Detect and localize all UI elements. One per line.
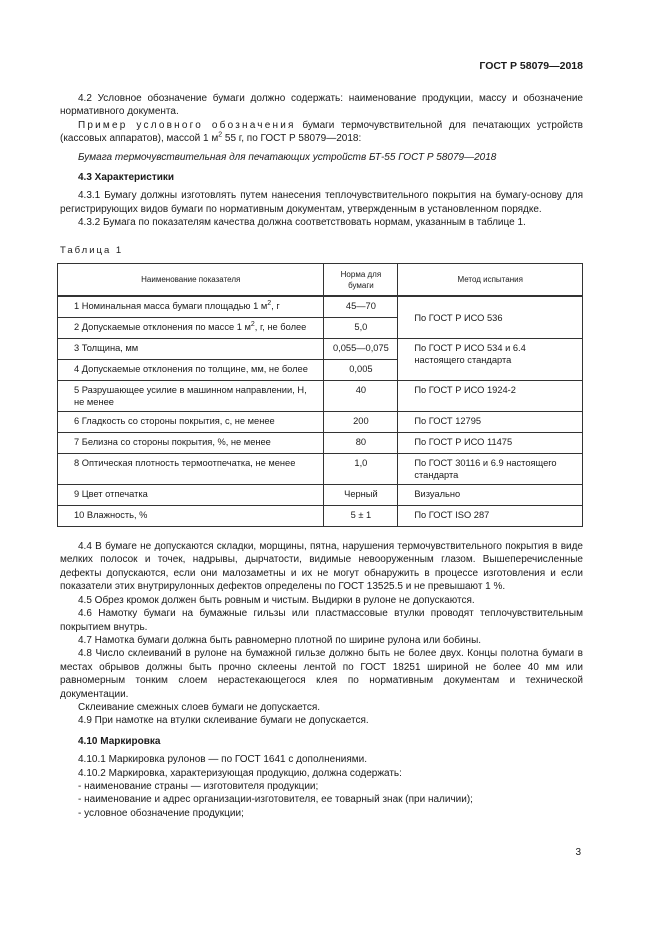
list-item: - наименование страны — изготовителя продукции; — [78, 780, 319, 792]
paragraph-4-9: 4.9 При намотке на втулки склеивание бумаги не допускается. — [78, 715, 369, 727]
table-cell: 1 Номинальная масса бумаги площадью 1 $м^2$, г — [58, 296, 324, 318]
table-cell: 8 Оптическая плотность термоотпечатка, не менее — [58, 454, 324, 485]
table-cell: 45—70 — [324, 296, 398, 318]
table-cell: 7 Белизна со стороны покрытия, %, не менее — [58, 433, 324, 454]
table-row — [58, 433, 583, 454]
table-cell: По ГОСТ Р ИСО 536 — [398, 296, 583, 339]
table-cell: По ГОСТ 12795 — [398, 412, 583, 433]
paragraph-4-8: 4.8 Число склеиваний в рулоне на бумажной гильзе должно быть не более двух. Концы полотна бумаги в местах обрывов должны быть прочно склеены лентой по ГОСТ 18251 шириной не более 40 мм или равномерным тонким слоем нерастекающегося клея по нормативным документам и технической документации. — [60, 648, 583, 700]
table-caption: Таблица 1 — [60, 244, 124, 256]
paragraph-4-10-2: 4.10.2 Маркировка, характеризующая продукцию, должна содержать: — [78, 767, 402, 779]
table-cell: По ГОСТ Р ИСО 1924-2 — [398, 381, 583, 412]
page-number: 3 — [575, 847, 581, 858]
paragraph-4-8-note: Склеивание смежных слоев бумаги не допускается. — [78, 701, 321, 713]
list-item: - наименование и адрес организации-изготовителя, ее товарный знак (при наличии); — [78, 794, 473, 806]
table-cell: 40 — [324, 381, 398, 412]
table-row — [58, 412, 583, 433]
column-header: Наименование показателя — [58, 264, 324, 297]
paragraph-4-3-2: 4.3.2 Бумага по показателям качества должна соответствовать нормам, указанным в таблице 1. — [78, 217, 526, 229]
table-row — [58, 506, 583, 527]
table-cell: 6 Гладкость со стороны покрытия, с, не менее — [58, 412, 324, 433]
table-cell: 9 Цвет отпечатка — [58, 485, 324, 506]
paragraph-4-5: 4.5 Обрез кромок должен быть ровным и чистым. Выдирки в рулоне не допускаются. — [78, 594, 475, 606]
table-row — [58, 485, 583, 506]
table-cell: 1,0 — [324, 454, 398, 485]
document-body — [60, 92, 583, 820]
example-paragraph: Пример условного обозначения бумаги термочувствительной для печатающих устройств (кассовых аппаратов), массой 1 $м^2$ 55 г, по ГОСТ Р 58079—2018: — [60, 119, 583, 145]
paragraph-4-10-1: 4.10.1 Маркировка рулонов — по ГОСТ 1641 с дополнениями. — [78, 754, 367, 766]
table-row — [58, 296, 583, 318]
section-heading-4-3: 4.3 Характеристики — [78, 172, 175, 184]
table-cell: 10 Влажность, % — [58, 506, 324, 527]
example-designation: Бумага термочувствительная для печатающих устройств БТ-55 ГОСТ Р 58079—2018 — [78, 151, 497, 163]
paragraph-4-2: 4.2 Условное обозначение бумаги должно содержать: наименование продукции, массу и обозначение нормативного документа. — [60, 93, 583, 118]
table-cell: Черный — [324, 485, 398, 506]
table-header-row — [58, 264, 583, 297]
characteristics-table — [57, 263, 583, 527]
table-row — [58, 339, 583, 360]
table-cell: По ГОСТ Р ИСО 11475 — [398, 433, 583, 454]
table-cell: 0,005 — [324, 360, 398, 381]
table-cell: По ГОСТ Р ИСО 534 и 6.4 настоящего стандарта — [398, 339, 583, 381]
table-cell: 2 Допускаемые отклонения по массе 1 $м^2$, г, не более — [58, 318, 324, 339]
section-heading-4-10: 4.10 Маркировка — [78, 735, 161, 747]
table-cell: 0,055—0,075 — [324, 339, 398, 360]
list-item: - условное обозначение продукции; — [78, 807, 244, 819]
table-cell: 200 — [324, 412, 398, 433]
table-cell: По ГОСТ 30116 и 6.9 настоящего стандарта — [398, 454, 583, 485]
table-cell: 3 Толщина, мм — [58, 339, 324, 360]
table-row — [58, 454, 583, 485]
paragraph-4-6: 4.6 Намотку бумаги на бумажные гильзы или пластмассовые втулки проводят теплочувствительным покрытием внутрь. — [60, 608, 583, 633]
table-cell: Визуально — [398, 485, 583, 506]
table-cell: По ГОСТ ISO 287 — [398, 506, 583, 527]
paragraph-4-4: 4.4 В бумаге не допускаются складки, морщины, пятна, нарушения термочувствительного покрытия в виде мелких полосок и точек, надрывы, дырчатости, видимые невооруженным глазом. Вышеперечисленные дефекты допускаются, если они малозаметны и их не могут обнаружить в процессе изготовления и если показатели этих внутрирулонных дефектов определены по ГОСТ 13525.5 и не превышают 1 %. — [60, 541, 583, 593]
paragraph-4-7: 4.7 Намотка бумаги должна быть равномерно плотной по ширине рулона или бобины. — [78, 634, 482, 646]
example-label: Пример условного обозначения — [78, 119, 296, 131]
table-cell: 5,0 — [324, 318, 398, 339]
column-header: Метод испытания — [398, 264, 583, 297]
paragraph-4-3-1: 4.3.1 Бумагу должны изготовлять путем нанесения теплочувствительного покрытия на бумагу-основу для регистрирующих видов бумаги по нормативным документам, утвержденным в установленном порядке. — [60, 190, 583, 215]
table-cell: 5 Разрушающее усилие в машинном направлении, Н, не менее — [58, 381, 324, 412]
column-header: Норма для бумаги — [324, 264, 398, 297]
table-cell: 4 Допускаемые отклонения по толщине, мм, не более — [58, 360, 324, 381]
table-cell: 80 — [324, 433, 398, 454]
table-cell: 5 ± 1 — [324, 506, 398, 527]
standard-header: ГОСТ Р 58079—2018 — [479, 60, 583, 72]
table-row — [58, 381, 583, 412]
